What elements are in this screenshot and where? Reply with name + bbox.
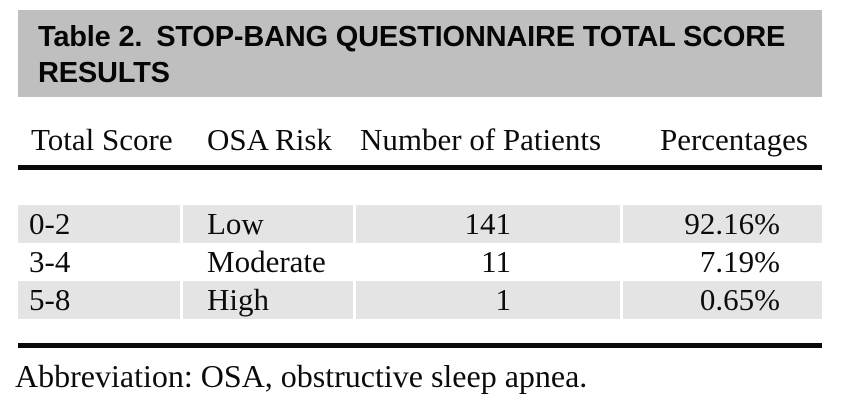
- footer-rule: [18, 343, 822, 348]
- cell-total-score: 5-8: [18, 281, 180, 319]
- column-header-percentages: Percentages: [659, 122, 808, 157]
- header-rule: [18, 165, 822, 170]
- cell-num-patients: 1: [356, 281, 620, 319]
- column-header-number-of-patients: Number of Patients: [360, 122, 602, 157]
- cell-percentage: 0.65%: [623, 281, 822, 319]
- column-header-row: [18, 117, 822, 163]
- table-body: [0, 205, 844, 319]
- cell-num-patients: 11: [481, 244, 511, 279]
- cell-total-score: 0-2: [18, 205, 180, 243]
- cell-osa-risk: Low: [183, 205, 353, 243]
- table-row: [18, 281, 822, 319]
- column-header-osa-risk: OSA Risk: [207, 122, 332, 157]
- cell-num-patients: 141: [356, 205, 620, 243]
- table-row: [18, 243, 822, 281]
- abbreviation-footnote: Abbreviation: OSA, obstructive sleep apnea.: [15, 358, 588, 394]
- cell-percentage: 92.16%: [623, 205, 822, 243]
- cell-total-score: 3-4: [29, 244, 71, 279]
- table-caption-title-line2: RESULTS: [38, 57, 170, 89]
- column-header-total-score: Total Score: [31, 122, 173, 157]
- table-caption-title-line1: STOP-BANG QUESTIONNAIRE TOTAL SCORE: [156, 21, 786, 53]
- cell-osa-risk: Moderate: [207, 244, 326, 279]
- table-caption-label: Table 2.: [38, 21, 143, 53]
- table-caption-band: [18, 10, 822, 97]
- cell-percentage: 7.19%: [699, 244, 780, 279]
- cell-osa-risk: High: [183, 281, 353, 319]
- table-row: [18, 205, 822, 243]
